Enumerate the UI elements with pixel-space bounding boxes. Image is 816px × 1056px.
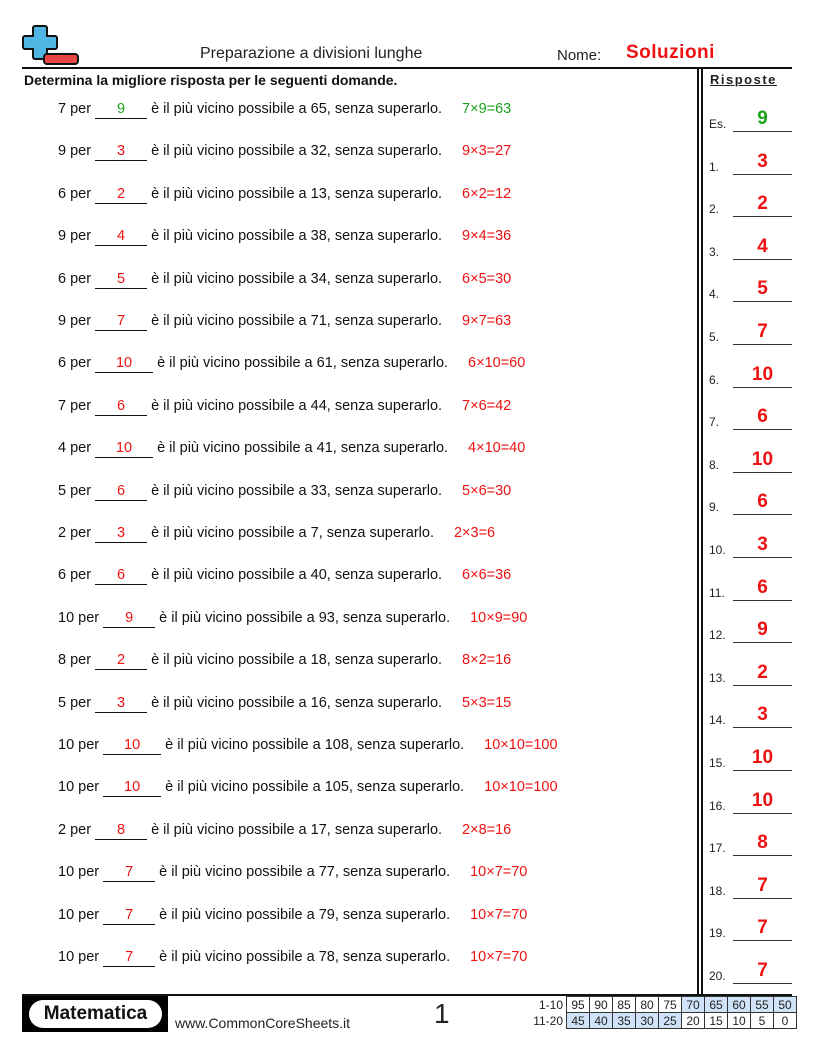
score-cell: 90 bbox=[590, 997, 613, 1013]
answer-slot bbox=[709, 143, 793, 175]
answer-slot bbox=[709, 654, 793, 686]
question-text: è il più vicino possibile a 32, senza superarlo. bbox=[151, 143, 443, 160]
instructions: Determina la migliore risposta per le seguenti domande. bbox=[24, 72, 398, 88]
question-factor: 6 per bbox=[58, 270, 92, 287]
plus-minus-logo-icon bbox=[22, 24, 80, 66]
solution-work: 5×6=30 bbox=[462, 482, 512, 499]
question-factor: 5 per bbox=[58, 482, 92, 499]
score-row bbox=[531, 997, 797, 1013]
question-text: è il più vicino possibile a 16, senza superarlo. bbox=[151, 694, 443, 711]
answer-blank[interactable]: 7 bbox=[95, 312, 147, 331]
solution-work: 6×5=30 bbox=[462, 270, 512, 287]
page-number: 1 bbox=[434, 998, 450, 1029]
score-table bbox=[531, 996, 797, 1029]
answer-blank[interactable]: 10 bbox=[103, 778, 161, 797]
question-factor: 10 per bbox=[58, 949, 100, 965]
score-cell: 70 bbox=[682, 997, 705, 1013]
question-body bbox=[58, 439, 525, 458]
answer-value: 9 bbox=[757, 619, 768, 641]
answer-blank[interactable]: 10 bbox=[95, 439, 153, 458]
answer-label: 14. bbox=[709, 713, 726, 728]
question-factor: 10 per bbox=[58, 737, 100, 753]
question-body bbox=[58, 863, 527, 882]
solution-work: 10×9=90 bbox=[470, 609, 528, 626]
question-factor: 9 per bbox=[58, 143, 92, 160]
answer-slot bbox=[709, 100, 793, 132]
answer-slot bbox=[709, 952, 793, 984]
score-cell: 40 bbox=[590, 1013, 613, 1029]
answer-value: 2 bbox=[757, 193, 768, 215]
solution-work: 10×7=70 bbox=[470, 949, 528, 965]
question-factor: 2 per bbox=[58, 525, 92, 541]
question-body bbox=[58, 397, 511, 416]
answer-slot bbox=[709, 313, 793, 345]
answer-blank[interactable]: 6 bbox=[95, 482, 147, 501]
score-cell: 5 bbox=[751, 1013, 774, 1029]
solution-work: 10×10=100 bbox=[484, 779, 558, 796]
answer-blank[interactable]: 5 bbox=[95, 270, 147, 289]
question-text: è il più vicino possibile a 41, senza superarlo. bbox=[157, 440, 449, 457]
answer-blank[interactable]: 3 bbox=[95, 524, 147, 543]
question-text: è il più vicino possibile a 93, senza superarlo. bbox=[159, 609, 451, 626]
question-body bbox=[58, 524, 495, 543]
answer-label: 8. bbox=[709, 457, 720, 472]
score-cell: 95 bbox=[567, 997, 590, 1013]
answer-label: 9. bbox=[709, 500, 720, 515]
solution-work: 6×10=60 bbox=[468, 355, 526, 372]
question-text: è il più vicino possibile a 13, senza superarlo. bbox=[151, 185, 443, 202]
answer-label: 12. bbox=[709, 628, 726, 643]
question-text: è il più vicino possibile a 18, senza superarlo. bbox=[151, 652, 443, 669]
answer-blank[interactable]: 6 bbox=[95, 566, 147, 585]
answer-value: 7 bbox=[757, 960, 768, 981]
answer-value: 3 bbox=[757, 150, 768, 172]
question-body bbox=[58, 354, 525, 373]
score-cell: 80 bbox=[636, 997, 659, 1013]
answer-slot bbox=[709, 356, 793, 388]
question-text: è il più vicino possibile a 7, senza superarlo. bbox=[151, 525, 434, 541]
question-text: è il più vicino possibile a 17, senza superarlo. bbox=[151, 821, 443, 838]
question-body bbox=[58, 566, 511, 585]
question-body bbox=[58, 227, 511, 246]
solution-work: 9×7=63 bbox=[462, 313, 512, 329]
question-factor: 6 per bbox=[58, 185, 92, 202]
answer-value: 3 bbox=[757, 534, 768, 555]
question-body bbox=[58, 270, 511, 289]
brand-label: Matematica bbox=[29, 1000, 162, 1028]
answer-column-divider bbox=[697, 69, 699, 995]
answer-blank[interactable]: 3 bbox=[95, 694, 147, 713]
question-factor: 8 per bbox=[58, 652, 92, 669]
answer-slot bbox=[709, 569, 793, 601]
answer-slot bbox=[709, 270, 793, 302]
answer-label: 5. bbox=[709, 330, 720, 344]
answer-value: 10 bbox=[751, 789, 774, 811]
answer-label: 2. bbox=[709, 202, 720, 217]
answer-label: 20. bbox=[709, 969, 726, 983]
question-text: è il più vicino possibile a 108, senza superarlo. bbox=[165, 737, 465, 753]
answer-value: 10 bbox=[751, 747, 774, 768]
answer-label: 1. bbox=[709, 159, 720, 174]
answer-value: 5 bbox=[757, 278, 768, 300]
solution-work: 7×9=63 bbox=[462, 101, 512, 117]
answer-label: 6. bbox=[709, 372, 720, 387]
answer-label: 17. bbox=[709, 841, 726, 856]
solution-work: 2×8=16 bbox=[462, 821, 512, 838]
answer-blank[interactable]: 9 bbox=[95, 100, 147, 119]
answer-value: 8 bbox=[757, 832, 768, 854]
question-factor: 5 per bbox=[58, 694, 92, 711]
solution-work: 2×3=6 bbox=[453, 525, 496, 541]
answer-value: 7 bbox=[757, 321, 768, 342]
answer-value: 4 bbox=[757, 235, 768, 257]
question-text: è il più vicino possibile a 33, senza superarlo. bbox=[151, 482, 443, 499]
question-body bbox=[58, 142, 511, 161]
answer-blank[interactable]: 3 bbox=[95, 142, 147, 161]
score-cell: 60 bbox=[728, 997, 751, 1013]
question-factor: 2 per bbox=[58, 821, 92, 838]
question-factor: 6 per bbox=[58, 567, 92, 584]
question-body bbox=[58, 821, 511, 840]
solution-work: 9×3=27 bbox=[462, 143, 512, 160]
question-text: è il più vicino possibile a 77, senza superarlo. bbox=[159, 864, 451, 881]
question-text: è il più vicino possibile a 105, senza superarlo. bbox=[165, 779, 465, 796]
answer-blank[interactable]: 10 bbox=[103, 736, 161, 755]
question-factor: 4 per bbox=[58, 440, 92, 457]
answer-blank[interactable]: 2 bbox=[95, 185, 147, 204]
answer-blank[interactable]: 7 bbox=[103, 863, 155, 882]
score-cell: 20 bbox=[682, 1013, 705, 1029]
score-row bbox=[531, 1013, 797, 1029]
question-factor: 10 per bbox=[58, 864, 100, 881]
solution-work: 4×10=40 bbox=[468, 440, 526, 457]
answer-label: 4. bbox=[709, 287, 720, 302]
answer-slot bbox=[709, 441, 793, 473]
question-body bbox=[58, 906, 527, 925]
answer-slot bbox=[709, 696, 793, 728]
question-factor: 10 per bbox=[58, 779, 100, 796]
question-factor: 6 per bbox=[58, 355, 92, 372]
question-body bbox=[58, 694, 511, 713]
answer-blank[interactable]: 9 bbox=[103, 609, 155, 628]
answer-value: 9 bbox=[757, 108, 768, 129]
solution-work: 8×2=16 bbox=[462, 652, 512, 669]
answer-blank[interactable]: 7 bbox=[103, 948, 155, 967]
score-row-label: 1-10 bbox=[538, 997, 563, 1012]
question-body bbox=[58, 778, 558, 797]
answer-label: 10. bbox=[709, 543, 726, 557]
answer-value: 2 bbox=[757, 661, 768, 683]
score-cell: 85 bbox=[613, 997, 636, 1013]
site-url: www.CommonCoreSheets.it bbox=[175, 1015, 351, 1031]
solution-work: 10×7=70 bbox=[470, 906, 528, 923]
question-text: è il più vicino possibile a 79, senza superarlo. bbox=[159, 906, 451, 923]
question-factor: 9 per bbox=[58, 313, 92, 329]
question-text: è il più vicino possibile a 65, senza superarlo. bbox=[151, 101, 443, 117]
question-body bbox=[58, 482, 511, 501]
solution-work: 6×2=12 bbox=[462, 185, 512, 202]
answer-value: 6 bbox=[757, 576, 768, 598]
answer-slot bbox=[709, 611, 793, 643]
answer-slot bbox=[709, 398, 793, 430]
answer-slot bbox=[709, 228, 793, 260]
solution-work: 7×6=42 bbox=[462, 397, 512, 414]
question-text: è il più vicino possibile a 71, senza superarlo. bbox=[151, 313, 443, 329]
question-body bbox=[58, 651, 511, 670]
answer-slot bbox=[709, 909, 793, 941]
answer-slot bbox=[709, 824, 793, 856]
worksheet-title: Preparazione a divisioni lunghe bbox=[200, 45, 423, 62]
name-value: Soluzioni bbox=[626, 42, 715, 63]
score-cell: 15 bbox=[705, 1013, 728, 1029]
solution-work: 10×10=100 bbox=[484, 737, 558, 753]
answer-label: Es. bbox=[709, 117, 727, 131]
question-text: è il più vicino possibile a 34, senza superarlo. bbox=[151, 270, 443, 287]
answer-slot bbox=[709, 185, 793, 217]
score-row-label: 11-20 bbox=[533, 1013, 563, 1028]
answer-label: 15. bbox=[709, 756, 726, 770]
solution-work: 10×7=70 bbox=[470, 864, 528, 881]
solution-work: 9×4=36 bbox=[462, 228, 512, 245]
answer-slot bbox=[709, 526, 793, 558]
question-factor: 7 per bbox=[58, 397, 92, 414]
answer-label: 11. bbox=[709, 585, 725, 600]
answers-title: Risposte bbox=[710, 72, 777, 87]
answer-blank[interactable]: 6 bbox=[95, 397, 147, 416]
question-factor: 7 per bbox=[58, 101, 92, 117]
score-cell: 25 bbox=[659, 1013, 682, 1029]
question-body bbox=[58, 736, 558, 755]
solution-work: 5×3=15 bbox=[462, 694, 512, 711]
answer-label: 19. bbox=[709, 926, 726, 941]
answer-label: 7. bbox=[709, 415, 720, 430]
score-cell: 75 bbox=[659, 997, 682, 1013]
question-factor: 10 per bbox=[58, 609, 100, 626]
question-body bbox=[58, 312, 511, 331]
answer-slot bbox=[709, 867, 793, 899]
question-factor: 10 per bbox=[58, 906, 100, 923]
answer-blank[interactable]: 8 bbox=[95, 821, 147, 840]
answer-column-divider bbox=[701, 69, 703, 995]
score-cell: 50 bbox=[774, 997, 797, 1013]
answer-label: 13. bbox=[709, 670, 726, 685]
answer-slot bbox=[709, 483, 793, 515]
answer-value: 6 bbox=[757, 491, 768, 513]
score-cell: 0 bbox=[774, 1013, 797, 1029]
score-cell: 45 bbox=[567, 1013, 590, 1029]
question-text: è il più vicino possibile a 40, senza superarlo. bbox=[151, 567, 443, 584]
answer-value: 7 bbox=[757, 874, 768, 896]
score-cell: 30 bbox=[636, 1013, 659, 1029]
question-text: è il più vicino possibile a 61, senza superarlo. bbox=[157, 355, 449, 372]
answer-label: 3. bbox=[709, 244, 720, 259]
answer-blank[interactable]: 2 bbox=[95, 651, 147, 670]
question-text: è il più vicino possibile a 38, senza superarlo. bbox=[151, 228, 443, 245]
answer-blank[interactable]: 7 bbox=[103, 906, 155, 925]
question-factor: 9 per bbox=[58, 228, 92, 245]
answer-blank[interactable]: 4 bbox=[95, 227, 147, 246]
answer-slot bbox=[709, 782, 793, 814]
answer-value: 10 bbox=[751, 363, 774, 385]
answer-value: 3 bbox=[757, 704, 768, 726]
question-body bbox=[58, 185, 511, 204]
score-cell: 10 bbox=[728, 1013, 751, 1029]
question-text: è il più vicino possibile a 78, senza superarlo. bbox=[159, 949, 451, 965]
question-text: è il più vicino possibile a 44, senza superarlo. bbox=[151, 397, 443, 414]
answer-slot bbox=[709, 739, 793, 771]
question-body bbox=[58, 100, 511, 119]
solution-work: 6×6=36 bbox=[462, 567, 512, 584]
answer-blank[interactable]: 10 bbox=[95, 354, 153, 373]
score-cell: 65 bbox=[705, 997, 728, 1013]
question-body bbox=[58, 948, 527, 967]
answer-label: 18. bbox=[709, 883, 726, 898]
question-body bbox=[58, 609, 527, 628]
name-label: Nome: bbox=[557, 47, 602, 64]
score-cell: 35 bbox=[613, 1013, 636, 1029]
answer-value: 6 bbox=[757, 406, 768, 428]
header-divider bbox=[22, 67, 792, 69]
answer-value: 7 bbox=[757, 917, 768, 939]
score-cell: 55 bbox=[751, 997, 774, 1013]
answer-value: 10 bbox=[751, 448, 774, 470]
answer-label: 16. bbox=[709, 798, 726, 813]
